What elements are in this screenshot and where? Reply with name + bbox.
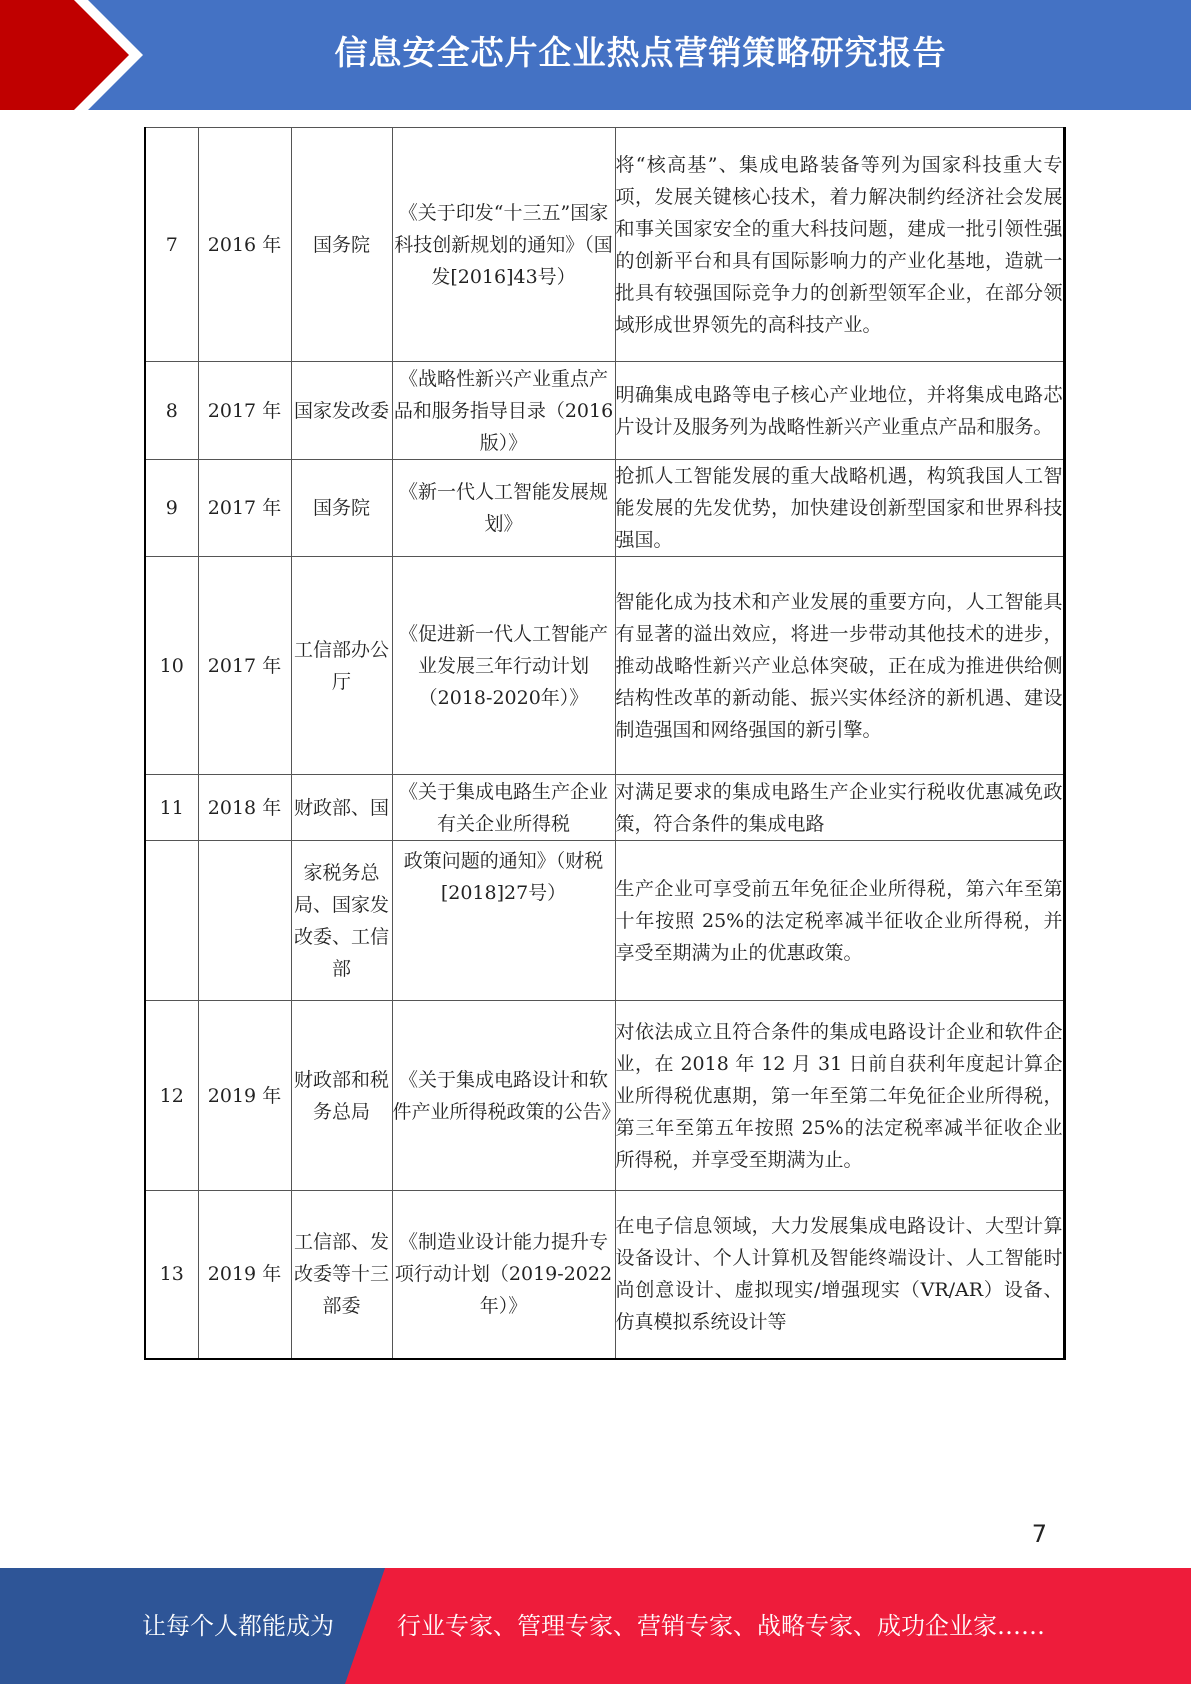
row-year: [198, 841, 291, 1001]
row-document: 《关于集成电路生产企业有关企业所得税: [392, 775, 615, 841]
table-row: [145, 841, 1064, 1001]
row-document: 《战略性新兴产业重点产品和服务指导目录（2016 版）》: [392, 362, 615, 460]
row-description: 在电子信息领域，大力发展集成电路设计、大型计算设备设计、个人计算机及智能终端设计、人工智能时尚创意设计、虚拟现实/增强现实（VR/AR）设备、仿真模拟系统设计等: [615, 1191, 1064, 1359]
row-description: 对满足要求的集成电路生产企业实行税收优惠减免政策，符合条件的集成电路: [615, 775, 1064, 841]
row-number: 11: [145, 775, 198, 841]
row-org: 工信部办公厅: [291, 557, 392, 775]
table-row: [145, 362, 1064, 460]
table-row: [145, 460, 1064, 557]
row-description: 将“核高基”、集成电路装备等列为国家科技重大专项，发展关键核心技术，着力解决制约经济社会发展和事关国家安全的重大科技问题，建成一批引领性强的创新平台和具有国际影响力的产业化基地，造就一批具有较强国际竞争力的创新型领军企业，在部分领域形成世界领先的高科技产业。: [615, 128, 1064, 362]
row-number: 10: [145, 557, 198, 775]
page-footer: [0, 1568, 1191, 1684]
row-number: 9: [145, 460, 198, 557]
row-number: 7: [145, 128, 198, 362]
table-row: [145, 1191, 1064, 1359]
row-year: 2016 年: [198, 128, 291, 362]
row-year: 2019 年: [198, 1001, 291, 1191]
row-org: 家税务总局、国家发改委、工信部: [291, 841, 392, 1001]
row-description: 智能化成为技术和产业发展的重要方向，人工智能具有显著的溢出效应，将进一步带动其他技术的进步，推动战略性新兴产业总体突破，正在成为推进供给侧结构性改革的新动能、振兴实体经济的新机遇、建设制造强国和网络强国的新引擎。: [615, 557, 1064, 775]
row-description: 生产企业可享受前五年免征企业所得税，第六年至第十年按照 25%的法定税率减半征收企业所得税，并享受至期满为止的优惠政策。: [615, 841, 1064, 1001]
table-row: [145, 128, 1064, 362]
page-header: [0, 0, 1191, 110]
report-title: 信息安全芯片企业热点营销策略研究报告: [334, 33, 947, 72]
row-document: 《促进新一代人工智能产业发展三年行动计划（2018-2020年）》: [392, 557, 615, 775]
page-number: 7: [1031, 1520, 1047, 1548]
row-document: 政策问题的通知》（财税[2018]27号）: [392, 841, 615, 1001]
footer-slogan-right: 行业专家、管理专家、营销专家、战略专家、成功企业家……: [397, 1612, 1045, 1640]
row-document: 《关于印发“十三五”国家科技创新规划的通知》（国发[2016]43号）: [392, 128, 615, 362]
row-document: 《新一代人工智能发展规划》: [392, 460, 615, 557]
row-document: 《关于集成电路设计和软件产业所得税政策的公告》: [392, 1001, 615, 1191]
table-row: [145, 775, 1064, 841]
row-year: 2017 年: [198, 362, 291, 460]
row-number: [145, 841, 198, 1001]
row-org: 国务院: [291, 460, 392, 557]
row-year: 2018 年: [198, 775, 291, 841]
header-arrow-decoration: [0, 0, 150, 110]
row-number: 8: [145, 362, 198, 460]
row-year: 2017 年: [198, 460, 291, 557]
row-description: 明确集成电路等电子核心产业地位，并将集成电路芯片设计及服务列为战略性新兴产业重点产品和服务。: [615, 362, 1064, 460]
row-org: 财政部、国: [291, 775, 392, 841]
row-year: 2019 年: [198, 1191, 291, 1359]
row-org: 国家发改委: [291, 362, 392, 460]
row-org: 工信部、发改委等十三部委: [291, 1191, 392, 1359]
row-document: 《制造业设计能力提升专项行动计划（2019-2022 年）》: [392, 1191, 615, 1359]
table-row: [145, 557, 1064, 775]
row-number: 13: [145, 1191, 198, 1359]
row-org: 财政部和税务总局: [291, 1001, 392, 1191]
table-row: [145, 1001, 1064, 1191]
footer-slogan-left: 让每个人都能成为: [142, 1612, 334, 1640]
row-number: 12: [145, 1001, 198, 1191]
row-org: 国务院: [291, 128, 392, 362]
row-description: 对依法成立且符合条件的集成电路设计企业和软件企业，在 2018 年 12 月 31 日前自获利年度起计算企业所得税优惠期，第一年至第二年免征企业所得税，第三年至第五年按照 25%的法定税率减半征收企业所得税，并享受至期满为止。: [615, 1001, 1064, 1191]
policy-table: [144, 127, 1066, 1360]
row-year: 2017 年: [198, 557, 291, 775]
row-description: 抢抓人工智能发展的重大战略机遇，构筑我国人工智能发展的先发优势，加快建设创新型国家和世界科技强国。: [615, 460, 1064, 557]
